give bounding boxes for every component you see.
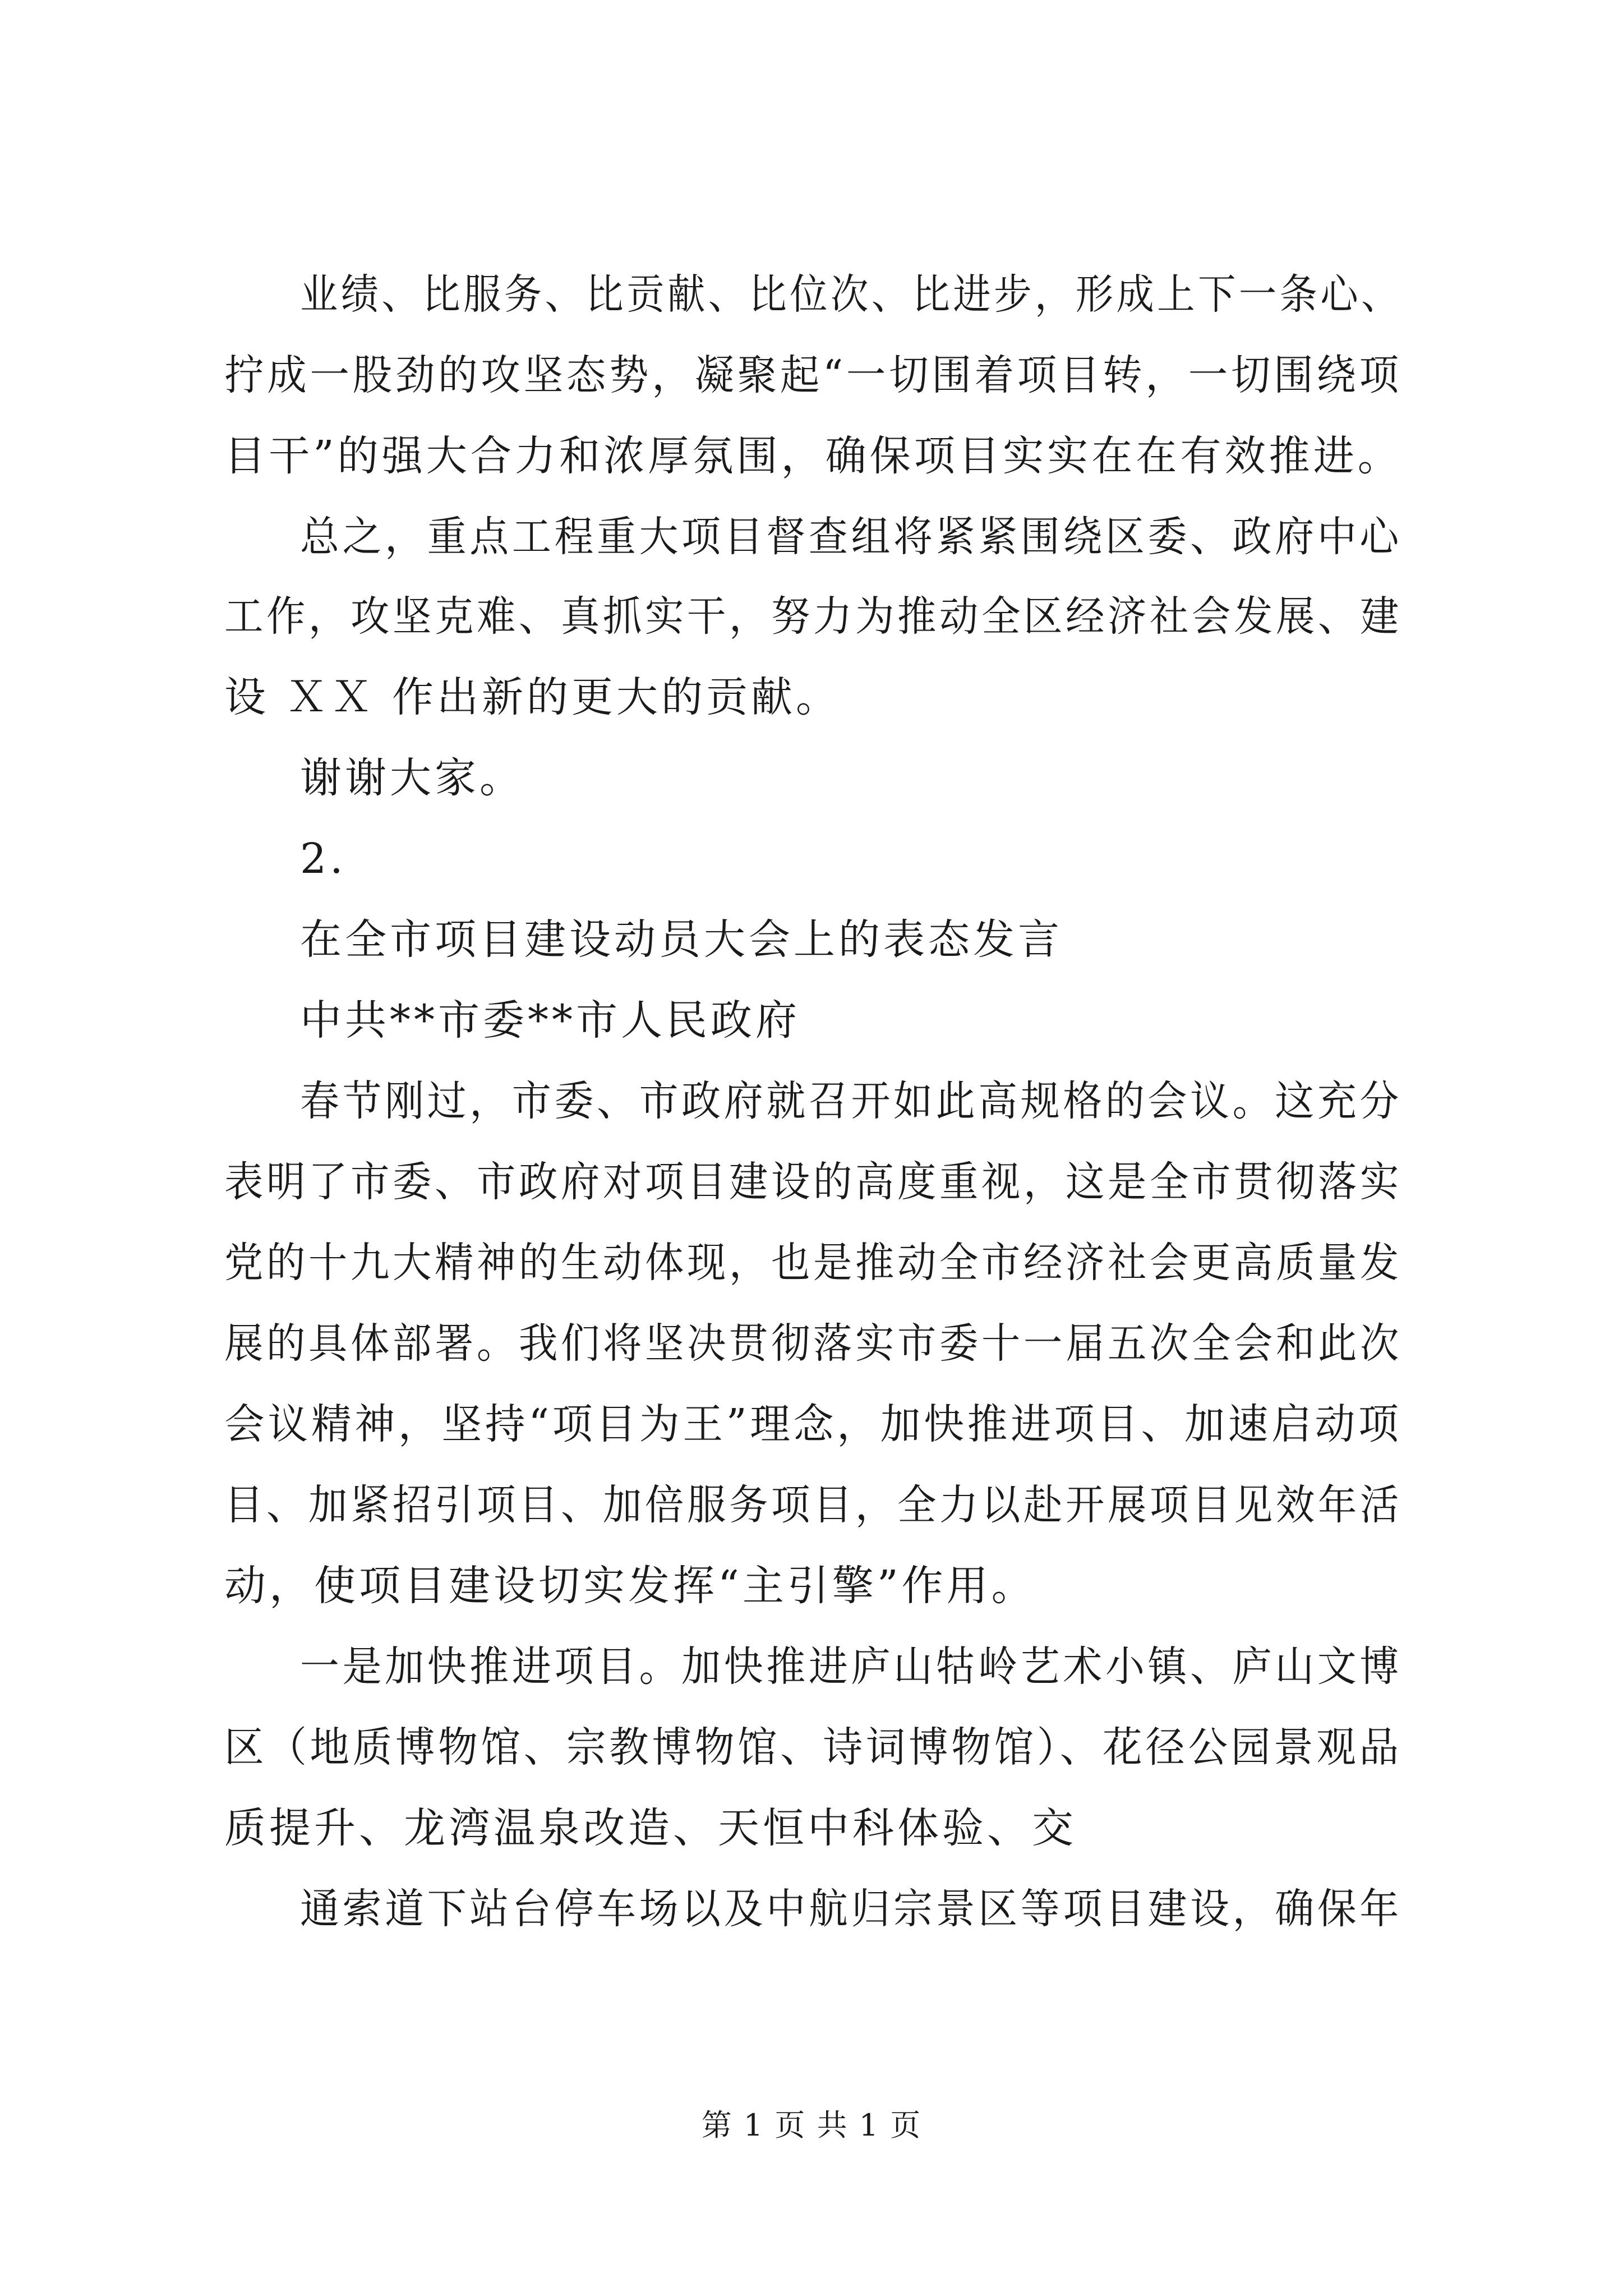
- body-text-line: 拧成一股劲的攻坚态势，凝聚起“一切围着项目转，一切围绕项: [224, 351, 1402, 399]
- speech-title: 在全市项目建设动员大会上的表态发言: [300, 915, 1063, 964]
- speech-author: 中共**市委**市人民政府: [300, 996, 800, 1045]
- body-text-line: 设 ＸＸ 作出新的更大的贡献。: [224, 673, 841, 721]
- body-text-line: 通索道下站台停车场以及中航归宗景区等项目建设，确保年: [300, 1885, 1402, 1933]
- body-text-line: 目、加紧招引项目、加倍服务项目，全力以赴开展项目见效年活: [224, 1481, 1402, 1529]
- closing-line: 谢谢大家。: [300, 754, 524, 802]
- body-text-line: 表明了市委、市政府对项目建设的高度重视，这是全市贯彻落实: [224, 1158, 1402, 1206]
- body-text-line: 业绩、比服务、比贡献、比位次、比进步，形成上下一条心、: [300, 270, 1402, 319]
- body-text-line: 一是加快推进项目。加快推进庐山牯岭艺术小镇、庐山文博: [300, 1642, 1402, 1691]
- section-number: 2.: [300, 835, 347, 883]
- body-text-line: 会议精神，坚持“项目为王”理念，加快推进项目、加速启动项: [224, 1400, 1402, 1448]
- body-text-line: 目干”的强大合力和浓厚氛围，确保项目实实在在有效推进。: [224, 432, 1402, 480]
- body-text-line: 党的十九大精神的生动体现，也是推动全市经济社会更高质量发: [224, 1239, 1402, 1287]
- body-text-line: 工作，攻坚克难、真抓实干，努力为推动全区经济社会发展、建: [224, 592, 1402, 641]
- body-text-line: 质提升、龙湾温泉改造、天恒中科体验、交: [224, 1804, 1077, 1852]
- page-footer: 第 1 页 共 1 页: [701, 2108, 922, 2143]
- body-text-line: 动，使项目建设切实发挥“主引擎”作用。: [224, 1562, 1036, 1610]
- body-text-line: 春节刚过，市委、市政府就召开如此高规格的会议。这充分: [300, 1077, 1402, 1125]
- body-text-line: 总之，重点工程重大项目督查组将紧紧围绕区委、政府中心: [300, 513, 1402, 561]
- body-text-line: 区（地质博物馆、宗教博物馆、诗词博物馆）、花径公园景观品: [224, 1723, 1402, 1772]
- body-text-line: 展的具体部署。我们将坚决贯彻落实市委十一届五次全会和此次: [224, 1319, 1402, 1368]
